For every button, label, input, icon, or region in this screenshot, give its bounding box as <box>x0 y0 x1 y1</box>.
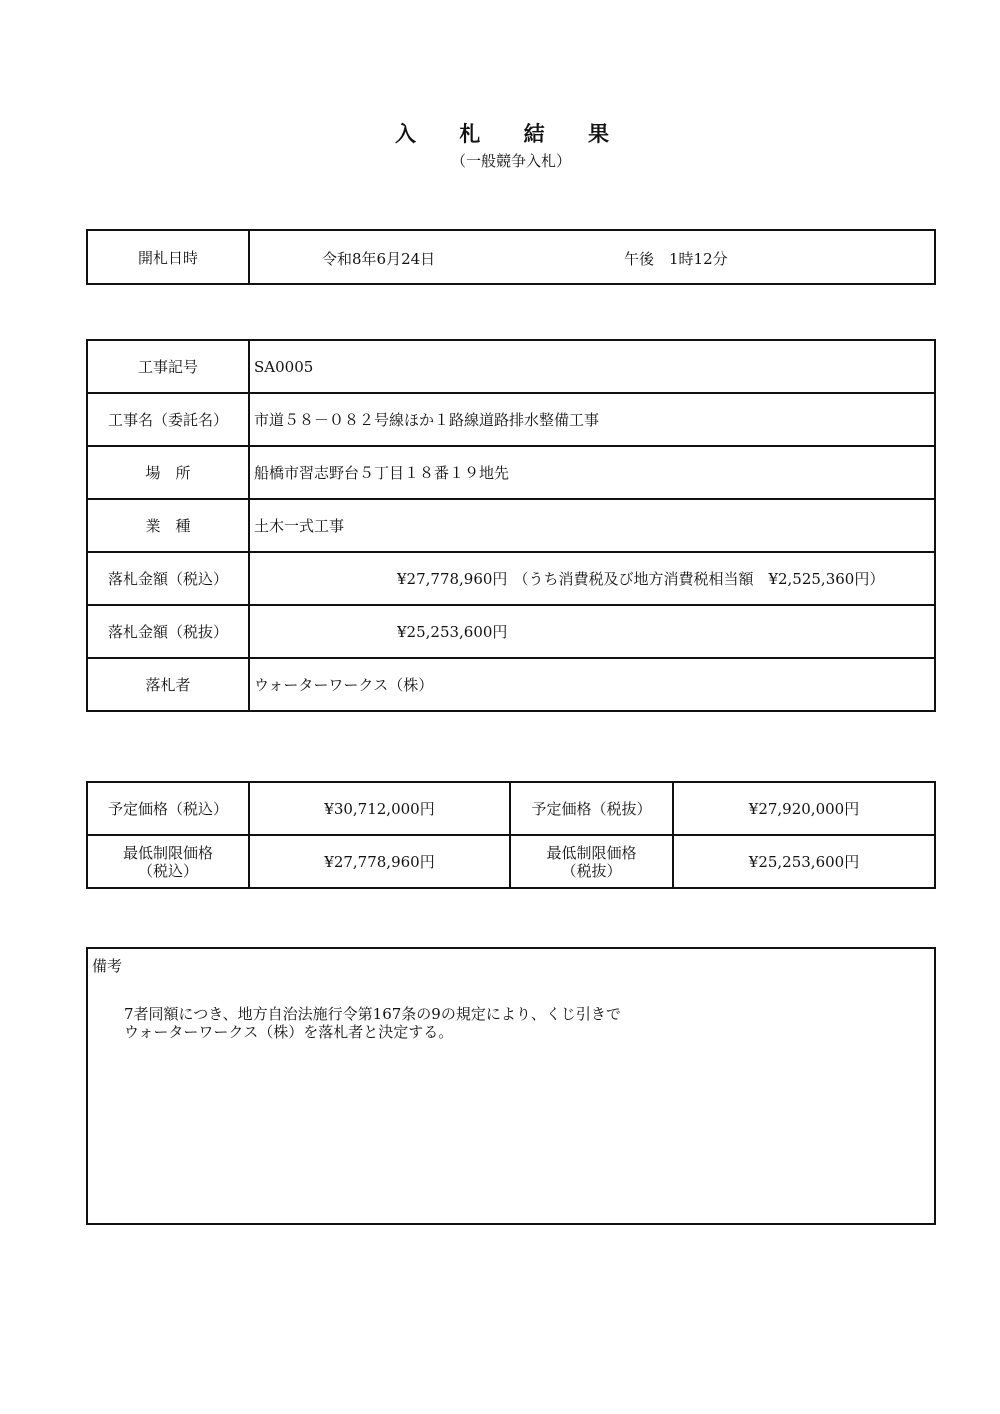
project-name-value: 市道５８－０８２号線ほか１路線道路排水整備工事 <box>249 393 935 446</box>
project-info-table <box>86 339 936 712</box>
remarks-label: 備考 <box>92 957 123 975</box>
project-type-label: 業 種 <box>87 499 249 552</box>
min-price-excl-label <box>510 835 673 888</box>
min-price-incl-value: ¥27,778,960円 <box>249 835 510 888</box>
planned-price-excl-value: ¥27,920,000円 <box>673 782 935 835</box>
project-location-row <box>87 446 935 499</box>
planned-price-incl-label: 予定価格（税込） <box>87 782 249 835</box>
bid-amount-excl-label: 落札金額（税抜） <box>87 605 249 658</box>
bid-tax-note: （うち消費税及び地方消費税相当額 ¥2,525,360円） <box>513 570 885 588</box>
winner-value: ウォーターワークス（株） <box>249 658 935 711</box>
winner-label: 落札者 <box>87 658 249 711</box>
project-location-value: 船橋市習志野台５丁目１８番１９地先 <box>249 446 935 499</box>
min-price-row <box>87 835 935 888</box>
price-table <box>86 781 936 889</box>
bid-amount-incl-row <box>87 552 935 605</box>
opening-datetime-table <box>86 229 936 285</box>
opening-date: 令和8年6月24日 <box>322 250 436 268</box>
project-type-row <box>87 499 935 552</box>
bid-amount-excl-row <box>87 605 935 658</box>
opening-datetime-value <box>249 230 935 284</box>
planned-price-row <box>87 782 935 835</box>
bid-amount-excl-value: ¥25,253,600円 <box>397 623 508 641</box>
page-subtitle: （一般競争入札） <box>450 152 571 170</box>
remarks-text <box>124 1005 621 1041</box>
bid-amount-excl-cell <box>249 605 935 658</box>
planned-price-excl-label: 予定価格（税抜） <box>510 782 673 835</box>
opening-datetime-label: 開札日時 <box>87 230 249 284</box>
opening-datetime-row <box>87 230 935 284</box>
project-type-value: 土木一式工事 <box>249 499 935 552</box>
bid-amount-incl-cell <box>249 552 935 605</box>
winner-row <box>87 658 935 711</box>
project-name-row <box>87 393 935 446</box>
min-price-incl-label <box>87 835 249 888</box>
project-location-label: 場 所 <box>87 446 249 499</box>
page-title: 入 札 結 果 <box>395 121 627 146</box>
min-price-incl-label-line2: （税込） <box>137 861 198 880</box>
project-code-value: SA0005 <box>249 340 935 393</box>
project-name-label: 工事名（委託名） <box>87 393 249 446</box>
remarks-box <box>86 947 936 1225</box>
remarks-line-1: 7者同額につき、地方自治法施行令第167条の9の規定により、くじ引きで <box>124 1005 621 1023</box>
project-code-label: 工事記号 <box>87 340 249 393</box>
min-price-excl-label-line1: 最低制限価格 <box>546 843 637 862</box>
min-price-incl-label-line1: 最低制限価格 <box>122 843 213 862</box>
opening-time: 午後 1時12分 <box>624 250 728 268</box>
planned-price-incl-value: ¥30,712,000円 <box>249 782 510 835</box>
project-code-row <box>87 340 935 393</box>
remarks-line-2: ウォーターワークス（株）を落札者と決定する。 <box>124 1023 454 1041</box>
min-price-excl-value: ¥25,253,600円 <box>673 835 935 888</box>
bid-amount-incl-label: 落札金額（税込） <box>87 552 249 605</box>
bid-amount-incl-value: ¥27,778,960円 <box>397 570 508 588</box>
min-price-excl-label-line2: （税抜） <box>561 861 622 880</box>
